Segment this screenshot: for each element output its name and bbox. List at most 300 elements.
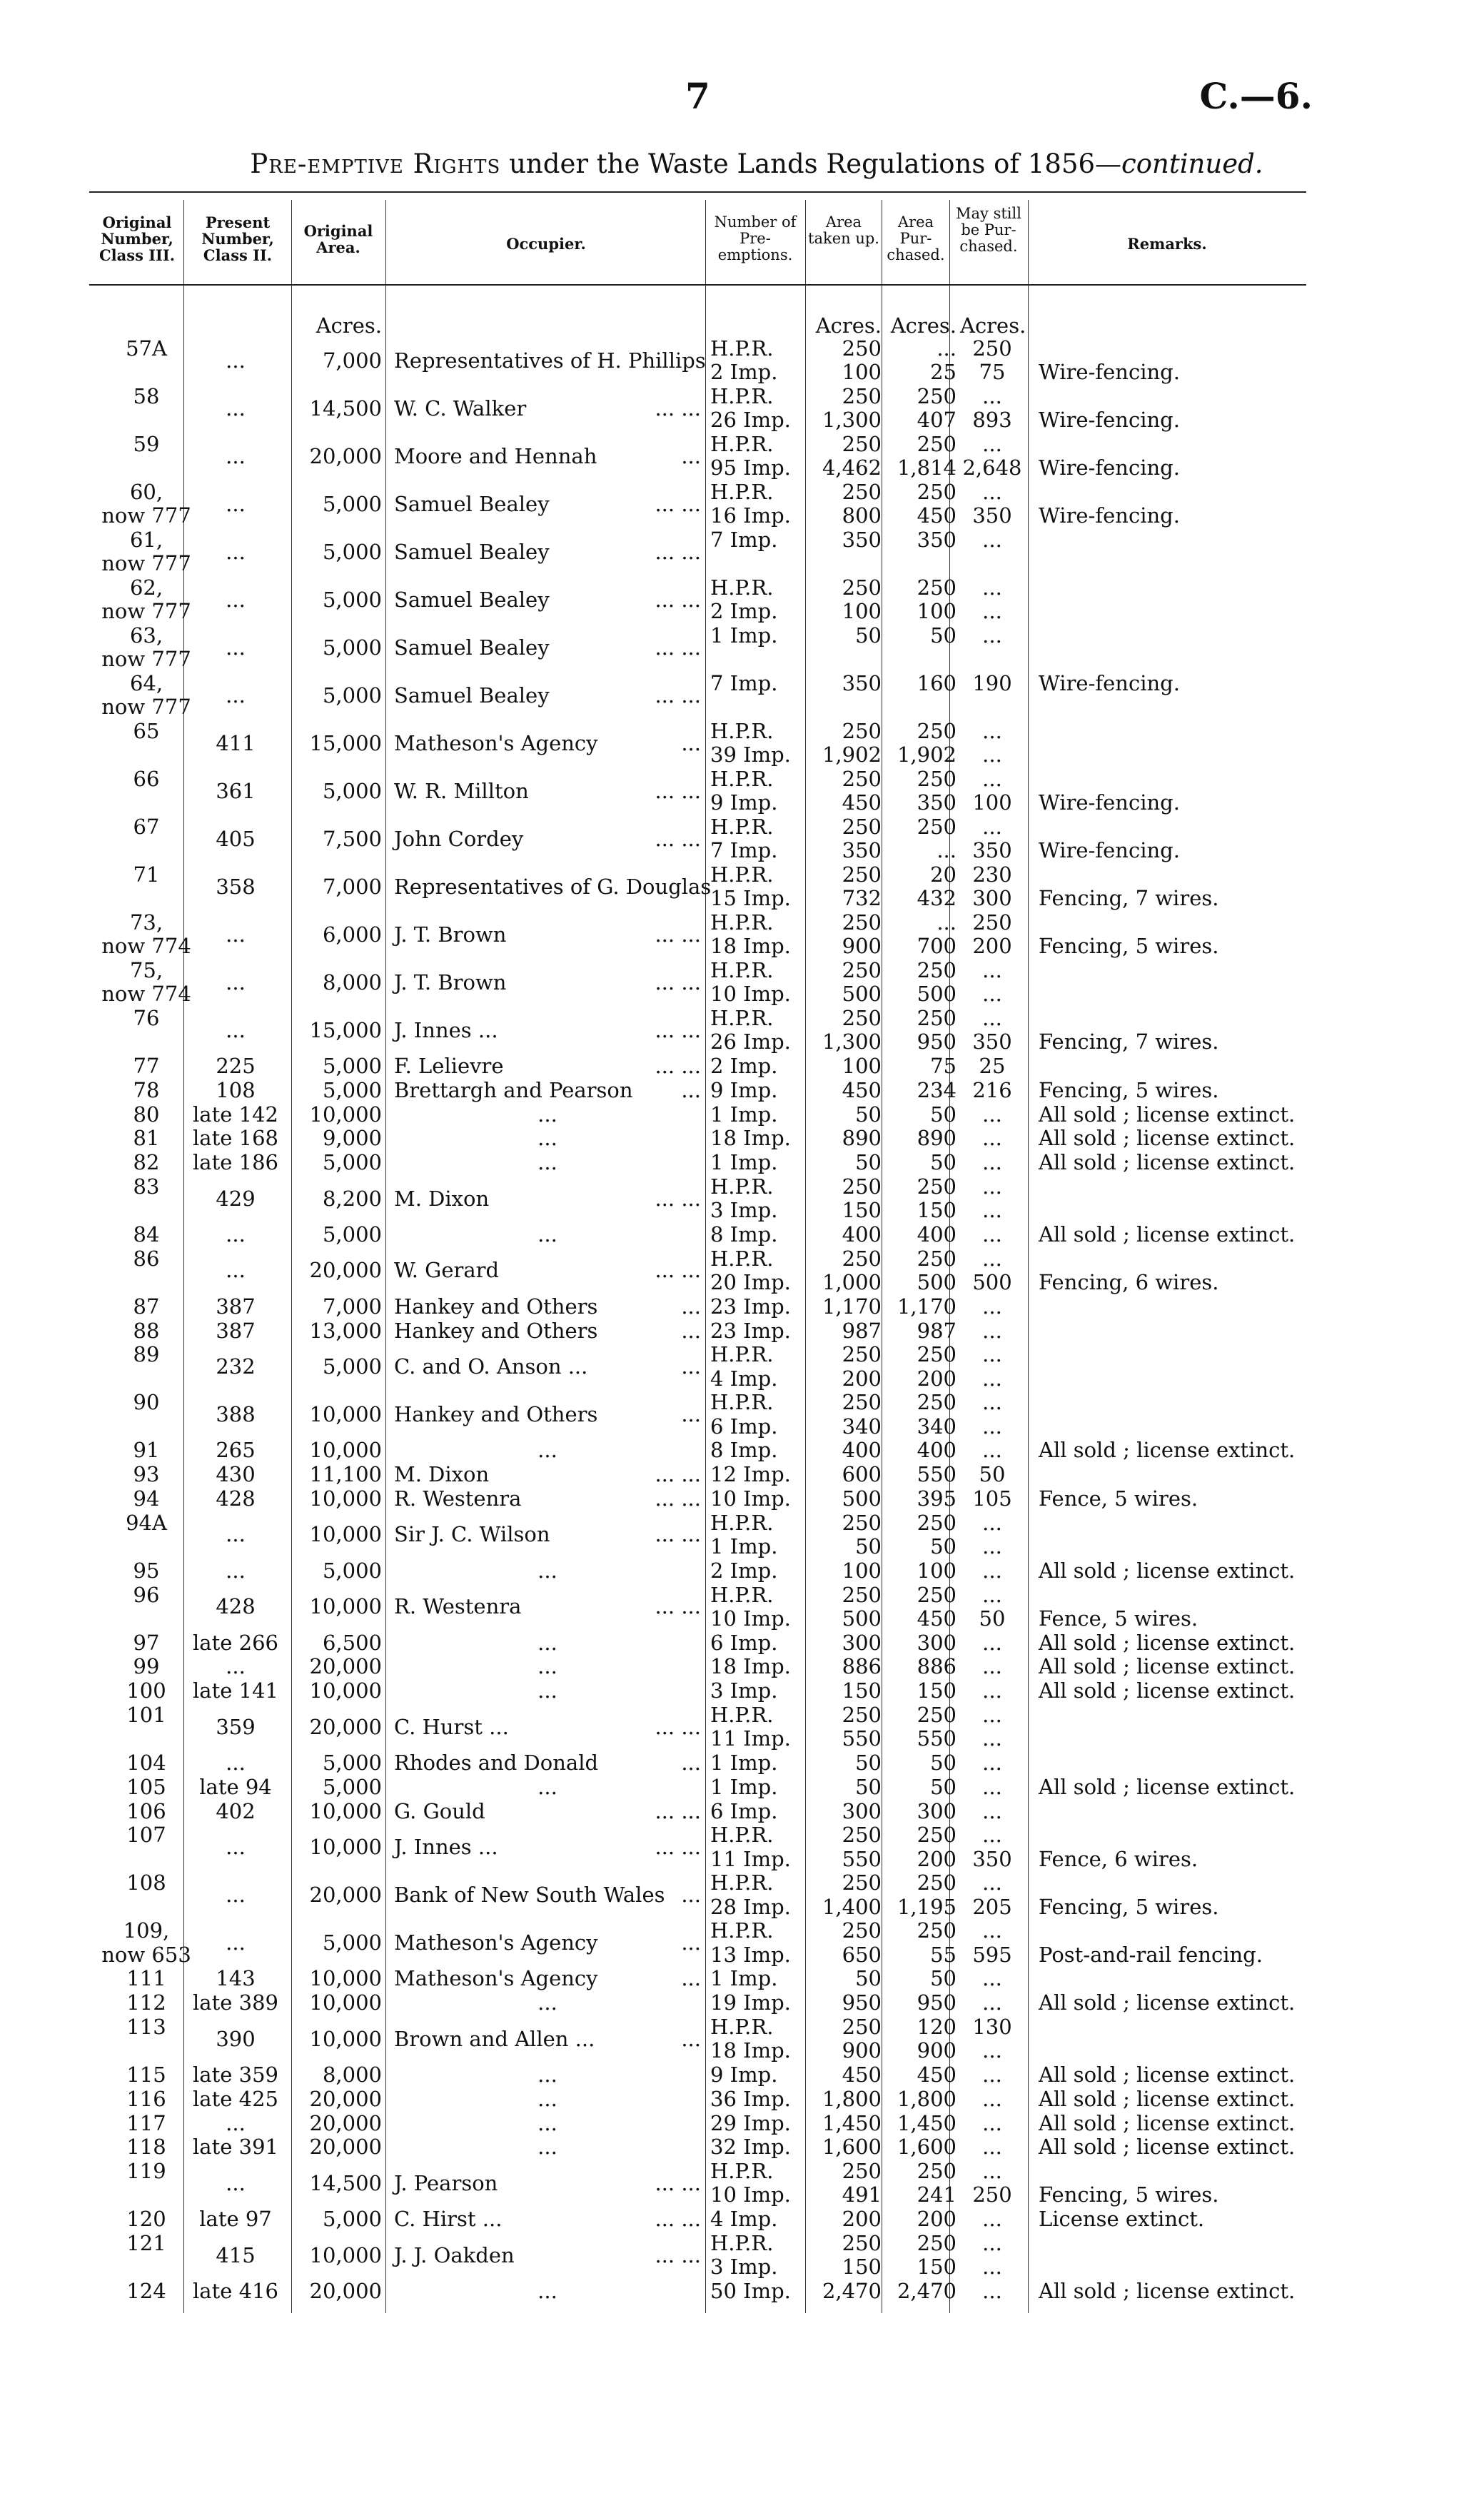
leader-dots: ... bbox=[681, 1402, 701, 1426]
original-number: 111 bbox=[126, 1966, 166, 1991]
number-of-preemptions: 16 Imp. bbox=[710, 503, 791, 528]
occupier bbox=[394, 1439, 701, 1462]
number-of-preemptions: 26 Imp. bbox=[710, 408, 791, 433]
area-purchased: 500 bbox=[917, 1270, 956, 1294]
area-taken-up: 2,470 bbox=[822, 2279, 882, 2303]
number-of-preemptions: 7 Imp. bbox=[710, 838, 778, 863]
may-be-purchased: ... bbox=[982, 1870, 1002, 1895]
occupier bbox=[394, 1883, 701, 1907]
header-area-purchased: Area Pur-chased. bbox=[887, 213, 945, 263]
area-purchased: 75 bbox=[930, 1054, 956, 1078]
original-number: 113 bbox=[126, 2015, 166, 2039]
page-number: 7 bbox=[685, 75, 710, 117]
original-area: 10,000 bbox=[309, 1522, 382, 1547]
occupier-name: M. Dixon bbox=[394, 1186, 490, 1211]
title-rest: under the Waste Lands Regulations of 1856— bbox=[509, 148, 1122, 179]
occupier bbox=[394, 1054, 701, 1078]
original-area: 5,000 bbox=[322, 635, 382, 660]
col-sep bbox=[705, 200, 706, 2313]
leader-dots: ... ... bbox=[655, 1486, 701, 1511]
occupier-name: ... bbox=[537, 2063, 557, 2087]
may-be-purchased: 130 bbox=[972, 2015, 1012, 2039]
occupier bbox=[394, 2028, 701, 2051]
original-area: 5,000 bbox=[322, 1054, 382, 1078]
number-of-preemptions: 19 Imp. bbox=[710, 1990, 791, 2015]
may-be-purchased: 190 bbox=[972, 671, 1012, 695]
number-of-preemptions: 29 Imp. bbox=[710, 2110, 791, 2135]
area-purchased: 450 bbox=[917, 2063, 956, 2087]
leader-dots: ... ... bbox=[655, 1714, 701, 1739]
present-number: 361 bbox=[216, 778, 256, 803]
area-purchased: 340 bbox=[917, 1414, 956, 1439]
area-taken-up: 250 bbox=[842, 862, 882, 887]
area-purchased: 250 bbox=[917, 1918, 956, 1943]
number-of-preemptions: H.P.R. bbox=[710, 719, 774, 743]
area-taken-up: 250 bbox=[842, 767, 882, 791]
area-purchased: 250 bbox=[917, 1703, 956, 1727]
may-be-purchased: 350 bbox=[972, 1029, 1012, 1054]
number-of-preemptions: H.P.R. bbox=[710, 575, 774, 600]
occupier bbox=[394, 1319, 701, 1343]
occupier bbox=[394, 732, 701, 755]
area-purchased: 150 bbox=[917, 1198, 956, 1223]
may-be-purchased: ... bbox=[982, 1966, 1002, 1991]
area-purchased: 50 bbox=[930, 1966, 956, 1991]
area-purchased: 350 bbox=[917, 790, 956, 815]
present-number: late 416 bbox=[193, 2279, 278, 2303]
present-number: 411 bbox=[216, 730, 256, 755]
area-purchased: 407 bbox=[917, 408, 956, 433]
may-be-purchased: ... bbox=[982, 742, 1002, 767]
area-taken-up: 250 bbox=[842, 719, 882, 743]
original-number: 66 bbox=[133, 767, 160, 791]
area-purchased: 250 bbox=[917, 2159, 956, 2184]
area-taken-up: 1,800 bbox=[822, 2086, 882, 2111]
number-of-preemptions: 26 Imp. bbox=[710, 1029, 791, 1054]
occupier bbox=[394, 636, 701, 660]
original-number-now: now 777 bbox=[101, 695, 191, 720]
may-be-purchased: 250 bbox=[972, 336, 1012, 361]
occupier-name: Moore and Hennah bbox=[394, 443, 597, 468]
area-purchased: 250 bbox=[917, 1823, 956, 1848]
number-of-preemptions: 11 Imp. bbox=[710, 1846, 791, 1871]
leader-dots: ... ... bbox=[655, 826, 701, 851]
col-sep bbox=[291, 200, 292, 2313]
area-taken-up: 1,400 bbox=[822, 1894, 882, 1919]
occupier-name: Representatives of G. Douglas bbox=[394, 874, 712, 899]
occupier bbox=[394, 1931, 701, 1955]
occupier bbox=[394, 2135, 701, 2159]
original-area: 10,000 bbox=[309, 1678, 382, 1703]
may-be-purchased: ... bbox=[982, 384, 1002, 408]
header-original-area: Original Area. bbox=[303, 222, 373, 256]
may-be-purchased: ... bbox=[982, 1438, 1002, 1463]
area-purchased: 2,470 bbox=[897, 2279, 956, 2303]
occupier-name: ... bbox=[537, 1222, 557, 1247]
occupier bbox=[394, 1019, 701, 1042]
number-of-preemptions: 10 Imp. bbox=[710, 1486, 791, 1511]
occupier-name: J. Innes ... bbox=[394, 1835, 498, 1859]
area-taken-up: 300 bbox=[842, 1630, 882, 1655]
may-be-purchased: ... bbox=[982, 2207, 1002, 2232]
occupier bbox=[394, 1223, 701, 1247]
area-purchased: 400 bbox=[917, 1222, 956, 1247]
original-number: 81 bbox=[133, 1126, 160, 1151]
occupier bbox=[394, 1259, 701, 1282]
number-of-preemptions: 15 Imp. bbox=[710, 886, 791, 911]
area-taken-up: 950 bbox=[842, 1990, 882, 2015]
area-purchased: 200 bbox=[917, 1366, 956, 1391]
original-number: 76 bbox=[133, 1006, 160, 1030]
occupier-name: M. Dixon bbox=[394, 1462, 490, 1487]
occupier-name: J. J. Oakden bbox=[394, 2242, 515, 2267]
may-be-purchased: ... bbox=[982, 958, 1002, 982]
original-number: 97 bbox=[133, 1630, 160, 1655]
occupier bbox=[394, 1967, 701, 1990]
unit-area-taken: Acres. bbox=[815, 313, 882, 338]
remarks: All sold ; license extinct. bbox=[1039, 2135, 1296, 2160]
area-taken-up: 250 bbox=[842, 575, 882, 600]
occupier-name: Hankey and Others bbox=[394, 1318, 598, 1343]
remarks: Wire-fencing. bbox=[1039, 838, 1180, 863]
remarks: Fencing, 5 wires. bbox=[1039, 1894, 1219, 1919]
number-of-preemptions: H.P.R. bbox=[710, 1006, 774, 1030]
number-of-preemptions: H.P.R. bbox=[710, 1823, 774, 1848]
area-taken-up: 500 bbox=[842, 1606, 882, 1631]
area-purchased: 400 bbox=[917, 1438, 956, 1463]
original-number: 59 bbox=[133, 432, 160, 456]
area-taken-up: 250 bbox=[842, 1582, 882, 1607]
remarks: All sold ; license extinct. bbox=[1039, 1438, 1296, 1463]
area-purchased: 100 bbox=[917, 599, 956, 624]
may-be-purchased: ... bbox=[982, 1678, 1002, 1703]
area-purchased: 250 bbox=[917, 815, 956, 839]
occupier bbox=[394, 1835, 701, 1859]
original-number: 108 bbox=[126, 1870, 166, 1895]
occupier bbox=[394, 684, 701, 707]
may-be-purchased: 893 bbox=[972, 408, 1012, 433]
may-be-purchased: ... bbox=[982, 575, 1002, 600]
original-area: 7,000 bbox=[322, 874, 382, 899]
area-taken-up: 50 bbox=[855, 1534, 882, 1558]
original-number-now: now 774 bbox=[101, 934, 191, 959]
header-may-purchase: May still be Pur-chased. bbox=[956, 205, 1021, 255]
original-number: 105 bbox=[126, 1774, 166, 1799]
area-taken-up: 900 bbox=[842, 2038, 882, 2063]
header-area-taken: Area taken up. bbox=[808, 213, 879, 247]
area-taken-up: 350 bbox=[842, 528, 882, 552]
present-number: ... bbox=[226, 635, 246, 660]
area-taken-up: 987 bbox=[842, 1318, 882, 1343]
occupier bbox=[394, 923, 701, 947]
original-area: 10,000 bbox=[309, 2026, 382, 2051]
present-number: 430 bbox=[216, 1462, 256, 1487]
present-number: 232 bbox=[216, 1354, 256, 1379]
present-number: ... bbox=[226, 970, 246, 994]
original-area: 10,000 bbox=[309, 1594, 382, 1619]
remarks: Wire-fencing. bbox=[1039, 455, 1180, 480]
area-taken-up: 250 bbox=[842, 815, 882, 839]
original-number: 124 bbox=[126, 2279, 166, 2303]
area-taken-up: 250 bbox=[842, 336, 882, 361]
area-taken-up: 732 bbox=[842, 886, 882, 911]
number-of-preemptions: H.P.R. bbox=[710, 958, 774, 982]
area-purchased: 550 bbox=[917, 1726, 956, 1751]
leader-dots: ... ... bbox=[655, 1462, 701, 1487]
may-be-purchased: ... bbox=[982, 1246, 1002, 1271]
leader-dots: ... bbox=[681, 1883, 701, 1907]
remarks: All sold ; license extinct. bbox=[1039, 1654, 1296, 1679]
leader-dots: ... ... bbox=[655, 1835, 701, 1859]
area-purchased: 234 bbox=[917, 1077, 956, 1102]
may-be-purchased: ... bbox=[982, 1534, 1002, 1558]
number-of-preemptions: 1 Imp. bbox=[710, 623, 778, 648]
area-purchased: 20 bbox=[930, 862, 956, 887]
remarks: All sold ; license extinct. bbox=[1039, 1558, 1296, 1583]
original-area: 9,000 bbox=[322, 1126, 382, 1151]
may-be-purchased: 350 bbox=[972, 503, 1012, 528]
area-purchased: 890 bbox=[917, 1126, 956, 1151]
present-number: ... bbox=[226, 539, 246, 564]
occupier-name: Samuel Bealey bbox=[394, 539, 550, 564]
area-purchased: 500 bbox=[917, 982, 956, 1007]
occupier bbox=[394, 1355, 701, 1379]
present-number: ... bbox=[226, 1558, 246, 1583]
area-purchased: 50 bbox=[930, 1774, 956, 1799]
original-area: 5,000 bbox=[322, 491, 382, 516]
number-of-preemptions: 9 Imp. bbox=[710, 2063, 778, 2087]
occupier-name: Samuel Bealey bbox=[394, 635, 550, 660]
area-taken-up: 250 bbox=[842, 1006, 882, 1030]
number-of-preemptions: 28 Imp. bbox=[710, 1894, 791, 1919]
header-occupier: Occupier. bbox=[506, 235, 586, 253]
occupier-name: ... bbox=[537, 1774, 557, 1799]
leader-dots: ... ... bbox=[655, 539, 701, 564]
occupier bbox=[394, 827, 701, 851]
occupier-name: ... bbox=[537, 1438, 557, 1463]
may-be-purchased: 250 bbox=[972, 2182, 1012, 2207]
may-be-purchased: ... bbox=[982, 1918, 1002, 1943]
number-of-preemptions: H.P.R. bbox=[710, 1246, 774, 1271]
occupier bbox=[394, 588, 701, 612]
area-taken-up: 250 bbox=[842, 1510, 882, 1535]
number-of-preemptions: 18 Imp. bbox=[710, 1126, 791, 1151]
unit-area-purchased: Acres. bbox=[890, 313, 956, 338]
occupier-name: J. T. Brown bbox=[394, 922, 507, 947]
area-purchased: 1,170 bbox=[897, 1294, 956, 1319]
original-area: 20,000 bbox=[309, 2135, 382, 2160]
occupier-name: F. Lelievre bbox=[394, 1054, 504, 1078]
area-taken-up: 150 bbox=[842, 2255, 882, 2280]
present-number: 359 bbox=[216, 1714, 256, 1739]
occupier-name: J. Innes ... bbox=[394, 1017, 498, 1042]
area-purchased: 250 bbox=[917, 384, 956, 408]
area-purchased: 886 bbox=[917, 1654, 956, 1679]
document-reference: C.—6. bbox=[1199, 75, 1313, 117]
original-number: 61, bbox=[129, 528, 163, 552]
area-purchased: 550 bbox=[917, 1462, 956, 1487]
original-number: 118 bbox=[126, 2135, 166, 2160]
number-of-preemptions: 18 Imp. bbox=[710, 934, 791, 959]
number-of-preemptions: H.P.R. bbox=[710, 384, 774, 408]
leader-dots: ... bbox=[681, 730, 701, 755]
area-taken-up: 250 bbox=[842, 1174, 882, 1199]
area-taken-up: 250 bbox=[842, 480, 882, 504]
leader-dots: ... ... bbox=[655, 1017, 701, 1042]
area-purchased: 250 bbox=[917, 1390, 956, 1415]
area-taken-up: 100 bbox=[842, 1054, 882, 1078]
number-of-preemptions: 7 Imp. bbox=[710, 671, 778, 695]
original-area: 5,000 bbox=[322, 778, 382, 803]
occupier-name: W. C. Walker bbox=[394, 396, 527, 420]
area-taken-up: 250 bbox=[842, 1390, 882, 1415]
title-continued: continued. bbox=[1121, 148, 1263, 179]
number-of-preemptions: 1 Imp. bbox=[710, 1774, 778, 1799]
area-taken-up: 100 bbox=[842, 599, 882, 624]
number-of-preemptions: 39 Imp. bbox=[710, 742, 791, 767]
may-be-purchased: ... bbox=[982, 2135, 1002, 2160]
area-taken-up: 1,000 bbox=[822, 1270, 882, 1294]
present-number: ... bbox=[226, 1883, 246, 1907]
remarks: Wire-fencing. bbox=[1039, 671, 1180, 695]
area-purchased: 250 bbox=[917, 1246, 956, 1271]
number-of-preemptions: 10 Imp. bbox=[710, 2182, 791, 2207]
original-number: 96 bbox=[133, 1582, 160, 1607]
leader-dots: ... bbox=[681, 443, 701, 468]
leader-dots: ... bbox=[681, 1354, 701, 1379]
leader-dots: ... ... bbox=[655, 1522, 701, 1547]
may-be-purchased: ... bbox=[982, 1726, 1002, 1751]
occupier bbox=[394, 780, 701, 803]
area-purchased: 50 bbox=[930, 623, 956, 648]
present-number: late 97 bbox=[199, 2207, 272, 2232]
occupier-name: Matheson's Agency bbox=[394, 730, 598, 755]
present-number: ... bbox=[226, 683, 246, 707]
area-taken-up: 250 bbox=[842, 2015, 882, 2039]
occupier bbox=[394, 1595, 701, 1618]
original-number: 80 bbox=[133, 1102, 160, 1127]
original-number: 57A bbox=[126, 336, 167, 361]
may-be-purchased: ... bbox=[982, 2255, 1002, 2280]
area-taken-up: 250 bbox=[842, 1246, 882, 1271]
may-be-purchased: ... bbox=[982, 1318, 1002, 1343]
area-taken-up: 890 bbox=[842, 1126, 882, 1151]
may-be-purchased: ... bbox=[982, 982, 1002, 1007]
area-taken-up: 550 bbox=[842, 1846, 882, 1871]
original-number: 117 bbox=[126, 2110, 166, 2135]
occupier-name: ... bbox=[537, 1102, 557, 1127]
present-number: ... bbox=[226, 587, 246, 612]
original-number: 67 bbox=[133, 815, 160, 839]
original-number: 104 bbox=[126, 1751, 166, 1775]
occupier-name: ... bbox=[537, 1654, 557, 1679]
remarks: All sold ; license extinct. bbox=[1039, 1630, 1296, 1655]
unit-may-purchase: Acres. bbox=[960, 313, 1026, 338]
may-be-purchased: 205 bbox=[972, 1894, 1012, 1919]
may-be-purchased: ... bbox=[982, 1414, 1002, 1439]
original-area: 10,000 bbox=[309, 1438, 382, 1463]
original-area: 10,000 bbox=[309, 1486, 382, 1511]
original-number: 65 bbox=[133, 719, 160, 743]
may-be-purchased: 350 bbox=[972, 838, 1012, 863]
area-taken-up: 450 bbox=[842, 1077, 882, 1102]
may-be-purchased: ... bbox=[982, 1342, 1002, 1367]
may-be-purchased: 595 bbox=[972, 1942, 1012, 1967]
leader-dots: ... ... bbox=[655, 683, 701, 707]
area-purchased: 350 bbox=[917, 528, 956, 552]
original-number: 83 bbox=[133, 1174, 160, 1199]
original-area: 20,000 bbox=[309, 1654, 382, 1679]
may-be-purchased: ... bbox=[982, 1366, 1002, 1391]
area-taken-up: 50 bbox=[855, 1774, 882, 1799]
leader-dots: ... ... bbox=[655, 635, 701, 660]
area-taken-up: 150 bbox=[842, 1678, 882, 1703]
area-purchased: 150 bbox=[917, 2255, 956, 2280]
area-purchased: 250 bbox=[917, 1510, 956, 1535]
number-of-preemptions: 9 Imp. bbox=[710, 790, 778, 815]
original-area: 6,500 bbox=[322, 1630, 382, 1655]
present-number: 405 bbox=[216, 826, 256, 851]
number-of-preemptions: 1 Imp. bbox=[710, 1966, 778, 1991]
area-taken-up: 250 bbox=[842, 910, 882, 935]
occupier-name: Matheson's Agency bbox=[394, 1966, 598, 1991]
area-taken-up: 491 bbox=[842, 2182, 882, 2207]
original-area: 8,000 bbox=[322, 970, 382, 994]
area-taken-up: 150 bbox=[842, 1198, 882, 1223]
present-number: 390 bbox=[216, 2026, 256, 2051]
present-number: ... bbox=[226, 1017, 246, 1042]
number-of-preemptions: H.P.R. bbox=[710, 1342, 774, 1367]
original-number: 58 bbox=[133, 384, 160, 408]
area-taken-up: 250 bbox=[842, 2231, 882, 2255]
original-number: 86 bbox=[133, 1246, 160, 1271]
original-area: 20,000 bbox=[309, 1883, 382, 1907]
leader-dots: ... ... bbox=[655, 491, 701, 516]
area-purchased: 950 bbox=[917, 1990, 956, 2015]
may-be-purchased: 100 bbox=[972, 790, 1012, 815]
area-taken-up: 50 bbox=[855, 1150, 882, 1175]
may-be-purchased: ... bbox=[982, 599, 1002, 624]
may-be-purchased: 50 bbox=[979, 1606, 1006, 1631]
present-number: late 425 bbox=[193, 2086, 278, 2111]
original-area: 5,000 bbox=[322, 1751, 382, 1775]
leader-dots: ... bbox=[681, 1930, 701, 1955]
present-number: late 141 bbox=[193, 1678, 278, 1703]
original-number: 63, bbox=[129, 623, 163, 648]
remarks: All sold ; license extinct. bbox=[1039, 2279, 1296, 2303]
number-of-preemptions: 13 Imp. bbox=[710, 1942, 791, 1967]
leader-dots: ... bbox=[681, 1294, 701, 1319]
may-be-purchased: ... bbox=[982, 1582, 1002, 1607]
original-area: 5,000 bbox=[322, 1150, 382, 1175]
original-area: 7,000 bbox=[322, 1294, 382, 1319]
occupier-name: Hankey and Others bbox=[394, 1294, 598, 1319]
area-purchased: 432 bbox=[917, 886, 956, 911]
area-taken-up: 350 bbox=[842, 671, 882, 695]
may-be-purchased: ... bbox=[982, 2063, 1002, 2087]
original-number-now: now 774 bbox=[101, 982, 191, 1007]
remarks: All sold ; license extinct. bbox=[1039, 1678, 1296, 1703]
remarks: Fence, 5 wires. bbox=[1039, 1486, 1198, 1511]
area-taken-up: 886 bbox=[842, 1654, 882, 1679]
area-purchased: 250 bbox=[917, 480, 956, 504]
present-number: 388 bbox=[216, 1402, 256, 1426]
original-number-now: now 653 bbox=[101, 1942, 191, 1967]
occupier-name: W. Gerard bbox=[394, 1258, 500, 1283]
area-taken-up: 50 bbox=[855, 1751, 882, 1775]
present-number: 387 bbox=[216, 1294, 256, 1319]
original-area: 14,500 bbox=[309, 2170, 382, 2195]
